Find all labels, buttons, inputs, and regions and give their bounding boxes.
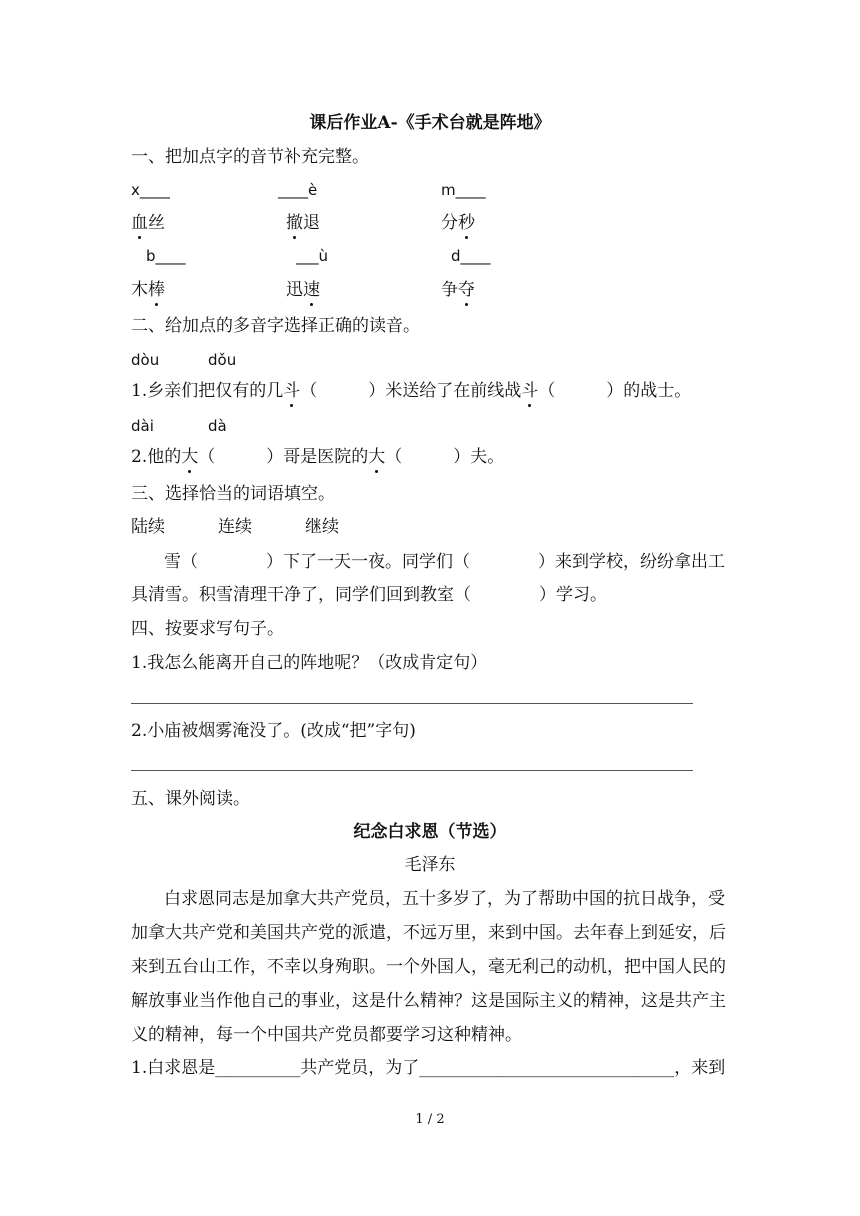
q3-paragraph-line-2: 具清雪。积雪清理干净了，同学们回到教室（ ）学习。 — [131, 585, 607, 605]
article-line-2: 加拿大共产党和美国共产党的派遣，不远万里，来到中国。去年春上到延安，后 — [131, 923, 726, 943]
article-line-3: 来到五台山工作，不幸以身殉职。一个外国人，毫无利己的动机，把中国人民的 — [131, 957, 726, 977]
q1-pinyin-3: m____ — [441, 181, 486, 199]
q1-word-zhengduo: 争夺 — [441, 280, 475, 300]
answer-line-2[interactable] — [131, 770, 693, 771]
q5-question-1: 1.白求恩是__________共产党员，为了______________________________，来到 — [131, 1058, 726, 1078]
q1-pinyin-5: ___ù — [296, 247, 329, 265]
answer-line-1[interactable] — [131, 703, 693, 704]
q2-heading: 二、给加点的多音字选择正确的读音。 — [131, 316, 420, 336]
q1-word-xunsu: 迅速 — [286, 280, 320, 300]
article-title: 纪念白求恩（节选） — [353, 822, 507, 842]
q3-option-3: 继续 — [305, 517, 339, 537]
article-line-5: 义的精神，每一个中国共产党员都要学习这种精神。 — [131, 1025, 522, 1045]
q1-word-chetui: 撤退 — [286, 213, 320, 233]
q1-pinyin-4: b____ — [146, 247, 186, 265]
q3-option-1: 陆续 — [131, 517, 165, 537]
article-line-4: 解放事业当作他自己的事业，这是什么精神？这是国际主义的精神，这是共产主 — [131, 991, 726, 1011]
q1-word-fenmiao: 分秒 — [441, 213, 475, 233]
q2-s1-pinyin-1: dòu — [131, 351, 160, 369]
q1-word-mubang: 木棒 — [131, 280, 165, 300]
q4-heading: 四、按要求写句子。 — [131, 619, 284, 639]
q1-pinyin-2: ____è — [278, 181, 318, 199]
q2-sentence-2: 2.他的大（ ）哥是医院的大（ ）夫。 — [131, 447, 505, 467]
article-line-1: 白求恩同志是加拿大共产党员，五十多岁了，为了帮助中国的抗日战争，受 — [164, 889, 725, 909]
q1-word-xuesi: 血丝 — [131, 213, 165, 233]
q1-pinyin-6: d____ — [451, 247, 491, 265]
q2-s2-pinyin-1: dài — [131, 417, 154, 435]
q5-heading: 五、课外阅读。 — [131, 789, 250, 809]
page-title: 课后作业A-《手术台就是阵地》 — [309, 113, 551, 133]
q3-paragraph-line-1: 雪（ ）下了一天一夜。同学们（ ）来到学校，纷纷拿出工 — [164, 552, 725, 572]
q3-heading: 三、选择恰当的词语填空。 — [131, 484, 335, 504]
q2-s2-pinyin-2: dà — [208, 417, 227, 435]
page-number: 1 / 2 — [415, 1112, 445, 1127]
q1-heading: 一、把加点字的音节补充完整。 — [131, 147, 369, 167]
q2-s1-pinyin-2: dǒu — [208, 351, 237, 369]
q2-sentence-1: 1.乡亲们把仅有的几斗（ ）米送给了在前线战斗（ ）的战士。 — [131, 381, 692, 401]
q4-sentence-1: 1.我怎么能离开自己的阵地呢？（改成肯定句） — [131, 653, 488, 673]
article-author: 毛泽东 — [404, 855, 456, 875]
q4-sentence-2: 2.小庙被烟雾淹没了。(改成“把”字句) — [131, 721, 416, 741]
q1-pinyin-1: x____ — [131, 181, 170, 199]
q3-option-2: 连续 — [218, 517, 252, 537]
